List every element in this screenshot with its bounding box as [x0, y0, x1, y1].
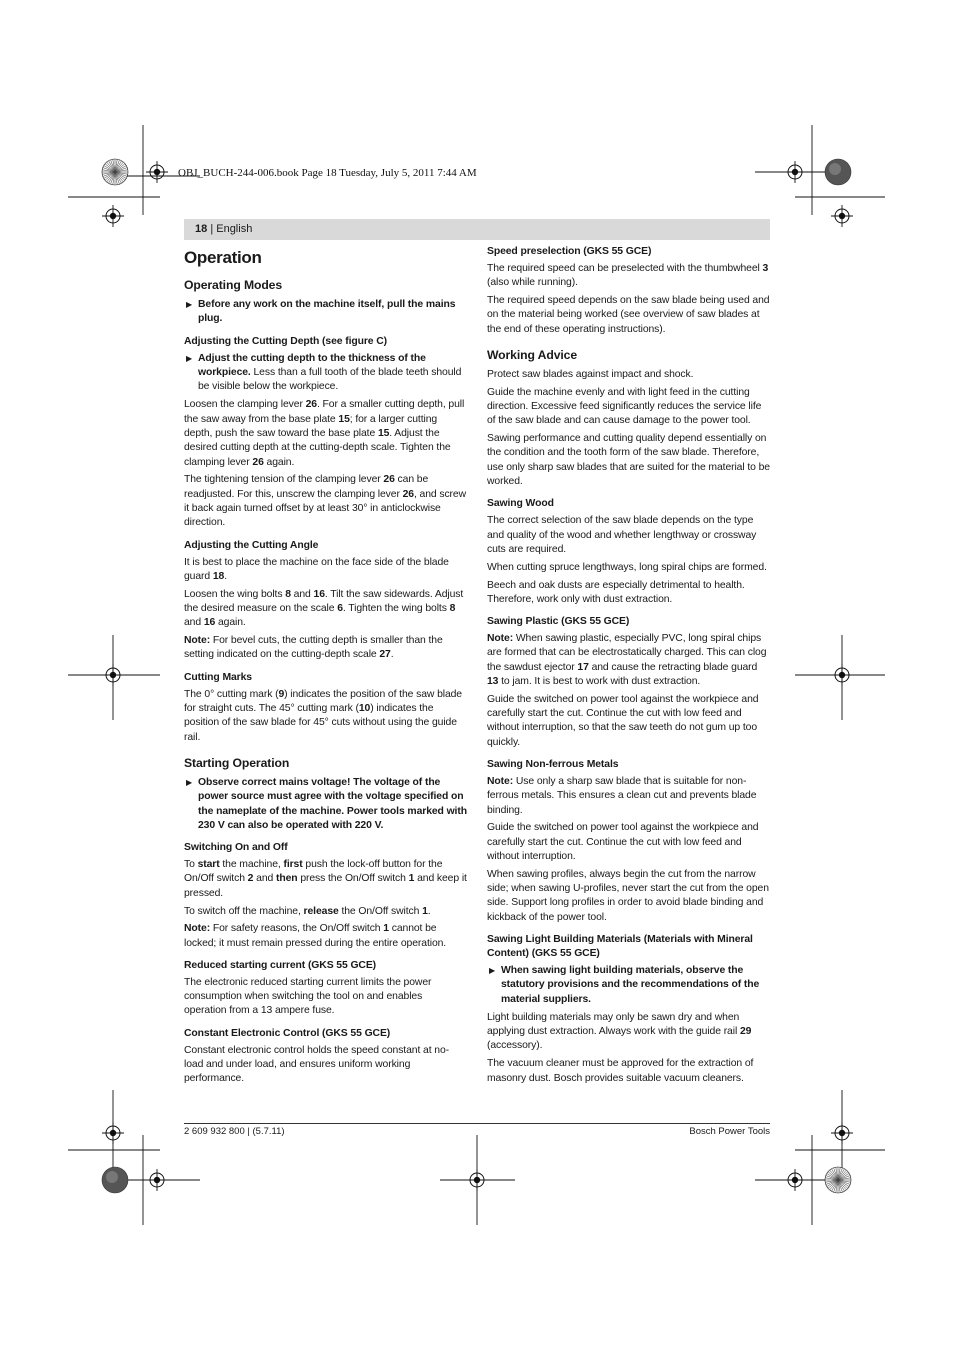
note-paragraph: Note: When sawing plastic, especially PVC, long spiral chips are formed that can be electrostatically charged. This can clog the sawdust ejector 17 and cause the retracting blade guard 13 to jam. It is best to work with dust extraction. — [487, 633, 767, 688]
right-column — [487, 244, 770, 1089]
footer-rule — [184, 1123, 770, 1124]
heading-switching: Switching On and Off — [184, 842, 288, 854]
paragraph: To switch off the machine, release the On/Off switch 1. — [184, 905, 431, 917]
triangle-bullet-icon: ▶ — [186, 300, 193, 309]
bullet-cutting-depth: ▶ Adjust the cutting depth to the thickness of the workpiece. Less than a full tooth of the blade teeth should be visible below the workpiece. — [186, 352, 462, 393]
heading-speed-preselection: Speed preselection (GKS 55 GCE) — [487, 246, 652, 257]
paragraph: The required speed can be preselected with the thumbwheel 3 (also while running). — [487, 263, 769, 289]
heading-light-building: Sawing Light Building Materials (Materials with Mineral Content) (GKS 55 GCE) — [487, 933, 753, 959]
note-paragraph: Note: For safety reasons, the On/Off switch 1 cannot be locked; it must remain pressed during the entire operation. — [184, 923, 447, 949]
heading-working-advice: Working Advice — [487, 347, 578, 362]
note-paragraph: Note: Use only a sharp saw blade that is suitable for non-ferrous metals. This ensures a clean cut and prevents blade binding. — [487, 776, 757, 816]
paragraph: Loosen the wing bolts 8 and 16. Tilt the saw sidewards. Adjust the desired measure on the scale 6. Tighten the wing bolts 8 and 16 again. — [184, 588, 464, 629]
footer-brand: Bosch Power Tools — [689, 1126, 770, 1137]
paragraph: The 0° cutting mark (9) indicates the position of the saw blade for straight cuts. The 45° cutting mark (10) indicates the position of the saw blade for 45° cuts without using the guide rail. — [184, 688, 462, 743]
paragraph: To start the machine, first push the lock-off button for the On/Off switch 2 and then press the On/Off switch 1 and keep it pressed. — [184, 859, 467, 899]
heading-constant-control: Constant Electronic Control (GKS 55 GCE) — [184, 1027, 391, 1039]
heading-sawing-nonferrous: Sawing Non-ferrous Metals — [487, 759, 619, 771]
heading-reduced-current: Reduced starting current (GKS 55 GCE) — [184, 959, 377, 971]
paragraph: Sawing performance and cutting quality depend essentially on the condition and the tooth form of the saw blade. Therefore, use only sharp saw blades that are suited for the material to be worked. — [487, 433, 770, 488]
heading-cutting-angle: Adjusting the Cutting Angle — [184, 539, 319, 551]
note-paragraph: Note: For bevel cuts, the cutting depth is smaller than the setting indicated on the cutting-depth scale 27. — [184, 635, 443, 661]
heading-sawing-wood: Sawing Wood — [487, 498, 554, 510]
heading-cutting-marks: Cutting Marks — [184, 671, 252, 683]
paragraph: Loosen the clamping lever 26. For a smaller cutting depth, pull the saw away from the base plate 15; for a larger cutting depth, push the saw toward the base plate 15. Adjust the desired cutting depth at the cutting-depth scale. Tighten the clamping lever 26 again. — [184, 399, 465, 468]
paragraph: The electronic reduced starting current limits the power consumption when switching the tool on and enables operation from a 13 ampere fuse. — [184, 976, 432, 1017]
triangle-bullet-icon: ▶ — [489, 965, 496, 975]
paragraph: Guide the switched on power tool against the workpiece and carefully start the cut. Continue the cut with low feed and without interruption, so that the saw teeth do not gum up too quickly. — [487, 693, 759, 748]
bullet-light-building: ▶ When sawing light building materials, observe the statutory provisions and the recommendations of the material suppliers. — [489, 964, 760, 1005]
paragraph: Protect saw blades against impact and shock. — [487, 368, 694, 380]
paragraph: When cutting spruce lengthways, long spiral chips are formed. — [487, 561, 767, 573]
footer-document-number: 2 609 932 800 | (5.7.11) — [184, 1126, 285, 1137]
gray-dot-highlight — [106, 1171, 118, 1183]
page-header-bar — [184, 219, 770, 240]
gray-dot-highlight — [829, 163, 841, 175]
heading-starting-operation: Starting Operation — [184, 755, 290, 770]
bullet-pull-plug: ▶ Before any work on the machine itself, pull the mains plug. — [186, 299, 456, 325]
section-title: Operation — [184, 248, 262, 267]
left-column — [184, 244, 467, 1090]
heading-sawing-plastic: Sawing Plastic (GKS 55 GCE) — [487, 616, 630, 628]
paragraph: The tightening tension of the clamping lever 26 can be readjusted. For this, unscrew the clamping lever 26, and screw it back again turned offset by at least 30° in anticlockwise direction. — [184, 474, 466, 529]
triangle-bullet-icon: ▶ — [186, 353, 193, 363]
paragraph: The correct selection of the saw blade depends on the type and quality of the wood and whether lengthway or crossway cuts are required. — [487, 515, 757, 555]
bullet-mains-voltage: ▶ Observe correct mains voltage! The voltage of the power source must agree with the voltage specified on the nameplate of the machine. Power tools marked with 230 V can also be operated with 220 V. — [186, 776, 467, 831]
heading-cutting-depth: Adjusting the Cutting Depth (see figure C) — [184, 335, 388, 347]
paragraph: Guide the machine evenly and with light feed in the cutting direction. Excessive feed significantly reduces the service life of the saw blade and can cause damage to the power tool. — [487, 386, 762, 427]
paragraph: The vacuum cleaner must be approved for the extraction of masonry dust. Bosch provides suitable vacuum cleaners. — [487, 1058, 754, 1084]
page-number: 18 — [195, 223, 208, 235]
paragraph: Constant electronic control holds the speed constant at no-load and under load, and ensures uniform working performance. — [184, 1044, 449, 1085]
print-slug-line: OBJ_BUCH-244-006.book Page 18 Tuesday, July 5, 2011 7:44 AM — [178, 167, 477, 179]
header-separator: | — [210, 223, 214, 235]
heading-operating-modes: Operating Modes — [184, 278, 283, 292]
paragraph: Beech and oak dusts are especially detrimental to health. Therefore, work only with dust extraction. — [487, 579, 745, 605]
paragraph: Light building materials may only be sawn dry and when applying dust extraction. Always work with the guide rail 29 (accessory). — [487, 1011, 752, 1052]
triangle-bullet-icon: ▶ — [186, 777, 193, 787]
paragraph: It is best to place the machine on the face side of the blade guard 18. — [184, 556, 449, 582]
paragraph: The required speed depends on the saw blade being used and on the material being worked (see overview of saw blades at the end of these operating instructions). — [487, 295, 770, 335]
paragraph: Guide the switched on power tool against the workpiece and carefully start the cut. Continue the cut with low feed and without interruption. — [487, 822, 759, 862]
header-language: English — [216, 223, 253, 235]
paragraph: When sawing profiles, always begin the cut from the narrow side; when sawing U-profiles, never start the cut from the open side. Support long profiles in order to avoid blade binding and kickback of the power tool. — [487, 868, 769, 923]
